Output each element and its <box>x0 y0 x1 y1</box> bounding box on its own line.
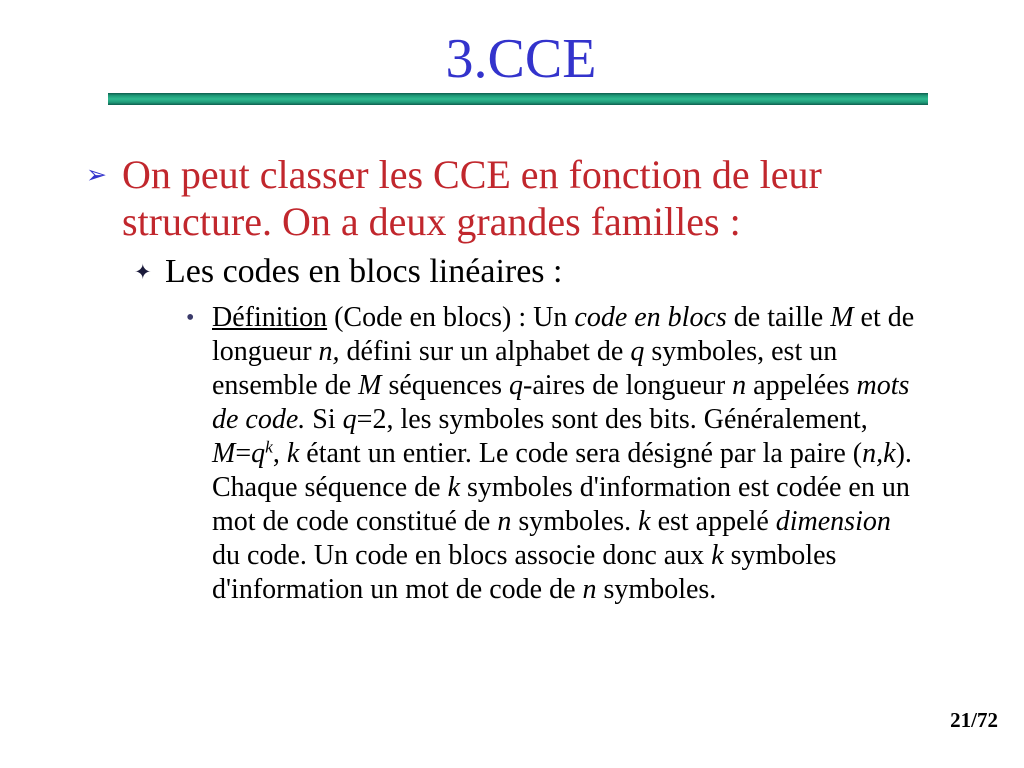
text-segment: du code. Un code en blocs associe donc aux <box>212 540 712 571</box>
text-segment: défini sur un alphabet de <box>339 336 631 367</box>
title-underline-bar <box>108 93 928 105</box>
text-segment: M <box>212 438 236 469</box>
text-segment: n <box>732 370 747 401</box>
page-number: 21/72 <box>950 708 998 732</box>
text-segment: Définition <box>212 302 328 333</box>
text-segment: q <box>251 438 266 469</box>
text-segment: de code. <box>212 404 306 435</box>
text-segment: dimension <box>775 506 891 537</box>
text-segment: M <box>830 302 854 333</box>
slide-title: 3.CCE <box>445 28 597 90</box>
superscript-segment: k <box>265 437 273 457</box>
text-segment: M <box>358 370 382 401</box>
definition-line <box>212 573 914 607</box>
sub-bullet-text: Les codes en blocs linéaires : <box>165 253 563 290</box>
text-segment: k <box>447 472 461 503</box>
definition-line <box>212 335 914 369</box>
text-segment: n <box>582 574 597 605</box>
definition-line <box>212 505 914 539</box>
four-point-star-bullet-icon: ✦ <box>134 260 152 284</box>
text-segment: n,k <box>862 438 896 469</box>
text-segment: k <box>711 540 724 571</box>
definition-line <box>212 471 914 505</box>
text-segment: (Code en blocs) : Un <box>327 302 575 333</box>
arrowhead-bullet-icon: ➢ <box>86 160 107 189</box>
text-segment: q <box>342 404 357 435</box>
text-segment: mots <box>856 370 910 401</box>
definition-line <box>212 437 914 471</box>
definition-line <box>212 301 914 335</box>
text-segment: = <box>235 438 252 469</box>
text-segment: symboles, est un <box>644 336 838 367</box>
main-bullet-line: structure. On a deux grandes familles : <box>122 199 741 244</box>
text-segment: k <box>638 506 651 537</box>
text-segment: ensemble de <box>212 370 359 401</box>
dot-bullet-icon: • <box>186 305 195 331</box>
text-segment: symboles. <box>511 506 639 537</box>
text-segment: symboles <box>723 540 837 571</box>
text-segment: =2, les symboles sont des bits. Généralement, <box>356 404 868 435</box>
text-segment: mot de code constitué de <box>212 506 498 537</box>
text-segment: appelées <box>746 370 857 401</box>
text-segment: et de <box>853 302 915 333</box>
text-segment: k <box>286 438 300 469</box>
text-segment: n <box>497 506 512 537</box>
definition-line <box>212 369 914 403</box>
text-segment: d'information un mot de code de <box>212 574 583 605</box>
text-segment: Chaque séquence de <box>212 472 448 503</box>
text-segment: q <box>509 370 524 401</box>
definition-line <box>212 539 914 573</box>
text-segment: de taille <box>726 302 831 333</box>
text-segment: symboles. <box>596 574 717 605</box>
text-segment: n, <box>318 336 340 367</box>
text-segment: étant un entier. Le code sera désigné par la paire ( <box>299 438 863 469</box>
text-segment: -aires de longueur <box>523 370 733 401</box>
definition-paragraph <box>212 301 914 607</box>
text-segment: séquences <box>381 370 510 401</box>
text-segment: Si <box>305 404 343 435</box>
text-segment: code en blocs <box>574 302 727 333</box>
main-bullet-text <box>122 151 822 245</box>
text-segment: symboles d'information est codée en un <box>460 472 910 503</box>
definition-line <box>212 403 914 437</box>
main-bullet-line: On peut classer les CCE en fonction de leur <box>122 152 822 197</box>
text-segment: q <box>630 336 645 367</box>
text-segment: , <box>272 438 287 469</box>
text-segment: longueur <box>212 336 319 367</box>
text-segment: est appelé <box>650 506 776 537</box>
text-segment: ). <box>895 438 912 469</box>
